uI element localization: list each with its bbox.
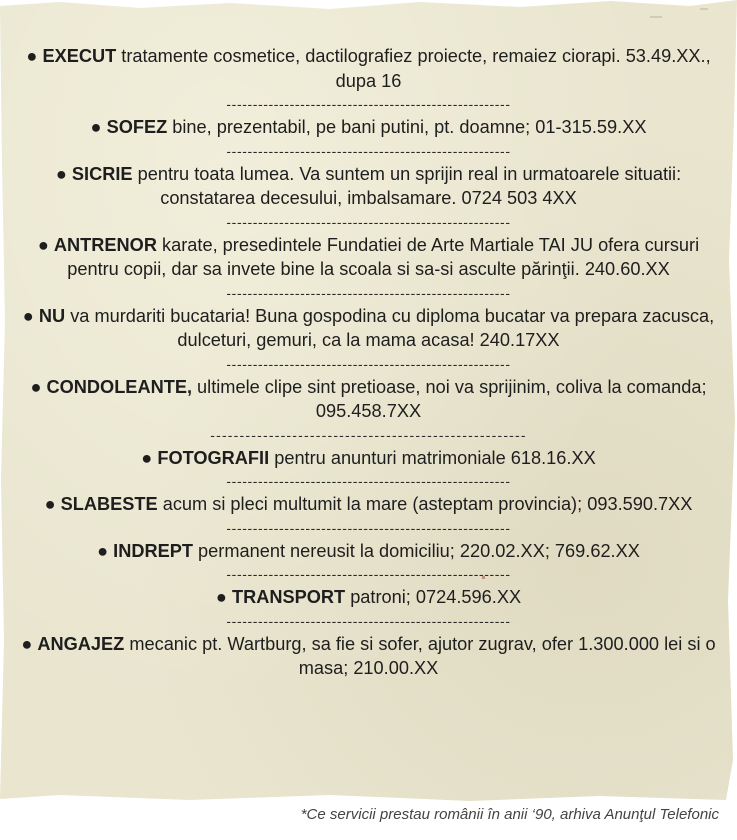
ad-keyword: NU — [38, 305, 66, 326]
classified-ad — [20, 115, 717, 140]
bullet-icon: ● — [90, 117, 102, 137]
ad-text: mecanic pt. Wartburg, sa fie si sofer, ajutor zugrav, ofer 1.300.000 lei si o masa; 210.00.XX — [124, 633, 716, 678]
ad-separator: ------------------------------------------------------ — [226, 566, 511, 582]
classified-ad — [20, 632, 717, 681]
ad-keyword: ANGAJEZ — [37, 633, 125, 654]
ad-separator: ------------------------------------------------------ — [226, 612, 511, 629]
ad-separator: ------------------------------------------------------ — [226, 284, 511, 301]
classified-ads-list — [20, 44, 717, 681]
classified-ad — [20, 492, 717, 517]
ad-separator: ------------------------------------------------------ — [226, 519, 511, 536]
bullet-icon: ● — [44, 494, 56, 514]
ad-separator: ------------------------------------------------------ — [226, 96, 511, 112]
classified-ad — [20, 304, 717, 353]
ad-keyword: ANTRENOR — [53, 234, 157, 255]
ad-text: va murdariti bucataria! Buna gospodina cu diploma bucatar va prepara zacusca, dulceturi, gemuri, ca la mama acasa! 240.17XX — [65, 305, 715, 350]
ad-keyword: INDREPT — [113, 540, 193, 561]
ad-text: tratamente cosmetice, dactilografiez proiecte, remaiez ciorapi. 53.49.XX., dupa 16 — [116, 46, 711, 91]
bullet-icon: ● — [141, 447, 153, 468]
ad-keyword: TRANSPORT — [231, 587, 346, 607]
ad-keyword: CONDOLEANTE, — [46, 376, 192, 397]
ad-keyword: SLABESTE — [60, 494, 158, 514]
bullet-icon: ● — [21, 633, 33, 654]
classified-ad — [20, 585, 717, 610]
paper-fiber — [650, 16, 662, 18]
bullet-icon: ● — [37, 234, 49, 255]
ad-text: pentru toata lumea. Va suntem un sprijin real in urmatoarele situatii: constatarea decesului, imbalsamare. 0724 503 4XX — [132, 163, 682, 208]
ad-text: karate, presedintele Fundatiei de Arte Martiale TAI JU ofera cursuri pentru copii, dar sa invete bine la scoala si sa-si asculte părinţii. 240.60.XX — [67, 234, 700, 279]
ad-text: acum si pleci multumit la mare (asteptam provincia); 093.590.7XX — [157, 494, 693, 514]
ad-keyword: SICRIE — [71, 163, 133, 184]
ad-separator: ------------------------------------------------------ — [226, 355, 511, 372]
bullet-icon: ● — [26, 46, 38, 66]
bullet-icon: ● — [55, 163, 67, 184]
ad-separator: ------------------------------------------------------ — [226, 213, 511, 230]
ad-text: permanent nereusit la domiciliu; 220.02.XX; 769.62.XX — [193, 540, 640, 561]
ad-separator: ------------------------------------------------------ — [226, 142, 511, 159]
ad-text: ultimele clipe sint pretioase, noi va sprijinim, coliva la comanda; 095.458.7XX — [192, 376, 707, 421]
ad-separator: ------------------------------------------------------ — [226, 473, 511, 489]
bullet-icon: ● — [30, 376, 42, 397]
classified-ad — [20, 233, 717, 282]
classified-ad — [20, 375, 717, 424]
classified-ad — [20, 44, 717, 93]
bullet-icon: ● — [22, 305, 34, 326]
classified-ad — [20, 162, 717, 211]
ad-text: bine, prezentabil, pe bani putini, pt. doamne; 01-315.59.XX — [167, 117, 647, 137]
ad-separator: ------------------------------------------------------ — [210, 426, 527, 443]
ad-text: patroni; 0724.596.XX — [345, 587, 522, 607]
classified-ad — [20, 446, 717, 471]
ad-keyword: FOTOGRAFII — [157, 447, 270, 468]
paper-fiber — [700, 8, 708, 10]
ad-text: pentru anunturi matrimoniale 618.16.XX — [269, 447, 596, 468]
ad-keyword: SOFEZ — [106, 117, 168, 137]
bullet-icon: ● — [215, 587, 227, 607]
bullet-icon: ● — [97, 540, 109, 561]
footer-caption: *Ce servicii prestau românii în anii ‘90, arhiva Anunţul Telefonic — [300, 806, 719, 823]
ad-keyword: EXECUT — [42, 46, 117, 66]
classified-ad — [20, 539, 717, 564]
